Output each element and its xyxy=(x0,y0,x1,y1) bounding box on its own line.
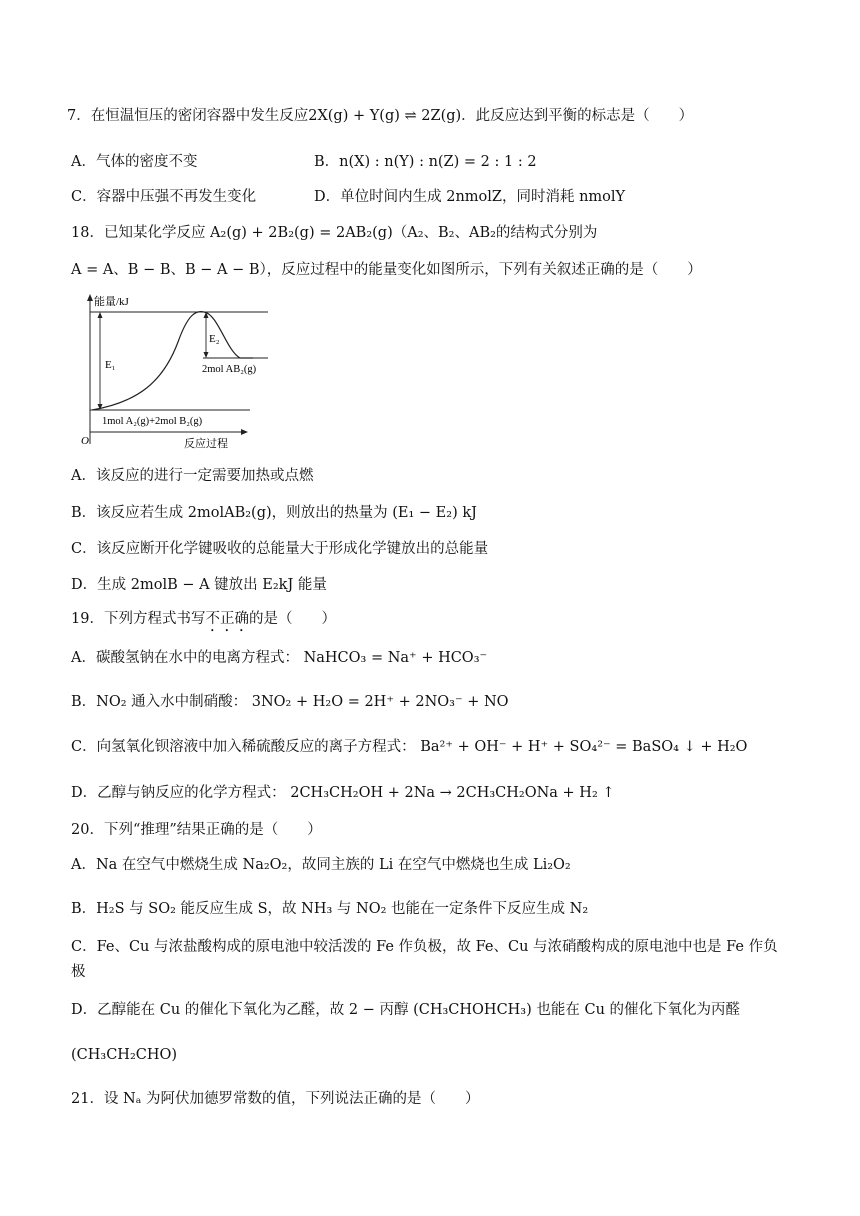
question-20-stem: 20．下列“推理”结果正确的是（ ） xyxy=(71,822,322,838)
q18-option-d: D．生成 2molB − A 键放出 E₂kJ 能量 xyxy=(71,577,327,593)
q20-option-d-cont: (CH₃CH₂CHO) xyxy=(71,1047,178,1063)
question-21-stem: 21．设 Nₐ 为阿伏加德罗常数的值，下列说法正确的是（ ） xyxy=(71,1091,480,1107)
q19-option-c: C．向氢氧化钡溶液中加入稀硫酸反应的离子方程式： Ba²⁺ + OH⁻ + H⁺ + SO₄²⁻ = BaSO₄ ↓ + H₂O xyxy=(71,739,748,755)
e2-label: E₂ xyxy=(209,333,220,345)
e1-arrow-head-top xyxy=(98,312,103,318)
e2-arrow-head-bottom xyxy=(204,352,209,358)
q19-option-b: B．NO₂ 通入水中制硝酸： 3NO₂ + H₂O = 2H⁺ + 2NO₃⁻ + NO xyxy=(71,694,509,710)
q7-option-d: D．单位时间内生成 2nmolZ，同时消耗 nmolY xyxy=(314,189,626,205)
q19-stem-emphasis: 不正确 xyxy=(205,611,249,627)
reactant-label: 1mol A₂(g)+2mol B₂(g) xyxy=(102,416,203,427)
question-7-stem: 7．在恒温恒压的密闭容器中发生反应2X(g) + Y(g) ⇌ 2Z(g)．此反应达到平衡的标志是（ ） xyxy=(67,108,694,124)
product-label: 2mol AB₂(g) xyxy=(202,364,257,375)
q18-option-a: A．该反应的进行一定需要加热或点燃 xyxy=(71,468,314,484)
q19-option-d: D．乙醇与钠反应的化学方程式： 2CH₃CH₂OH + 2Na → 2CH₃CH₂ONa + H₂ ↑ xyxy=(71,785,615,801)
y-axis-arrow xyxy=(87,294,93,301)
q20-option-d: D．乙醇能在 Cu 的催化下氧化为乙醛，故 2 − 丙醇 (CH₃CHOHCH₃) 也能在 Cu 的催化下氧化为丙醛 xyxy=(71,1002,741,1018)
energy-diagram xyxy=(78,292,278,452)
energy-curve xyxy=(92,312,253,410)
q7-option-a: A．气体的密度不变 xyxy=(71,154,198,170)
e1-label: E₁ xyxy=(105,359,116,371)
question-18-stem-cont: A = A、B − B、B − A − B），反应过程中的能量变化如图所示，下列有关叙述正确的是（ ） xyxy=(71,262,702,278)
q20-option-a: A．Na 在空气中燃烧生成 Na₂O₂，故同主族的 Li 在空气中燃烧也生成 Li₂O₂ xyxy=(71,857,571,873)
q19-stem-pre: 19．下列方程式书写 xyxy=(71,611,206,627)
y-axis-label: 能量/kJ xyxy=(94,296,129,308)
origin-label: O xyxy=(81,435,89,447)
question-18-stem: 18．已知某化学反应 A₂(g) + 2B₂(g) = 2AB₂(g)（A₂、B₂、AB₂的结构式分别为 xyxy=(71,225,598,241)
q7-option-b: B．n(X) : n(Y) : n(Z) = 2 : 1 : 2 xyxy=(314,154,537,170)
q18-option-c: C．该反应断开化学键吸收的总能量大于形成化学键放出的总能量 xyxy=(71,541,489,557)
x-axis-arrow xyxy=(241,429,248,435)
q20-option-c: C．Fe、Cu 与浓盐酸构成的原电池中较活泼的 Fe 作负极，故 Fe、Cu 与浓硝酸构成的原电池中也是 Fe 作负 xyxy=(71,939,778,955)
q19-stem-post: 的是（ ） xyxy=(248,611,336,627)
q7-option-c: C．容器中压强不再发生变化 xyxy=(71,189,257,205)
q19-option-a: A．碳酸氢钠在水中的电离方程式： NaHCO₃ = Na⁺ + HCO₃⁻ xyxy=(71,650,488,666)
q20-option-c-cont: 极 xyxy=(71,964,86,980)
q20-option-b: B．H₂S 与 SO₂ 能反应生成 S，故 NH₃ 与 NO₂ 也能在一定条件下反应生成 N₂ xyxy=(71,901,589,917)
x-axis-label: 反应过程 xyxy=(184,438,228,450)
question-19-stem xyxy=(71,609,336,635)
q18-option-b: B．该反应若生成 2molAB₂(g)，则放出的热量为 (E₁ − E₂) kJ xyxy=(71,505,477,521)
